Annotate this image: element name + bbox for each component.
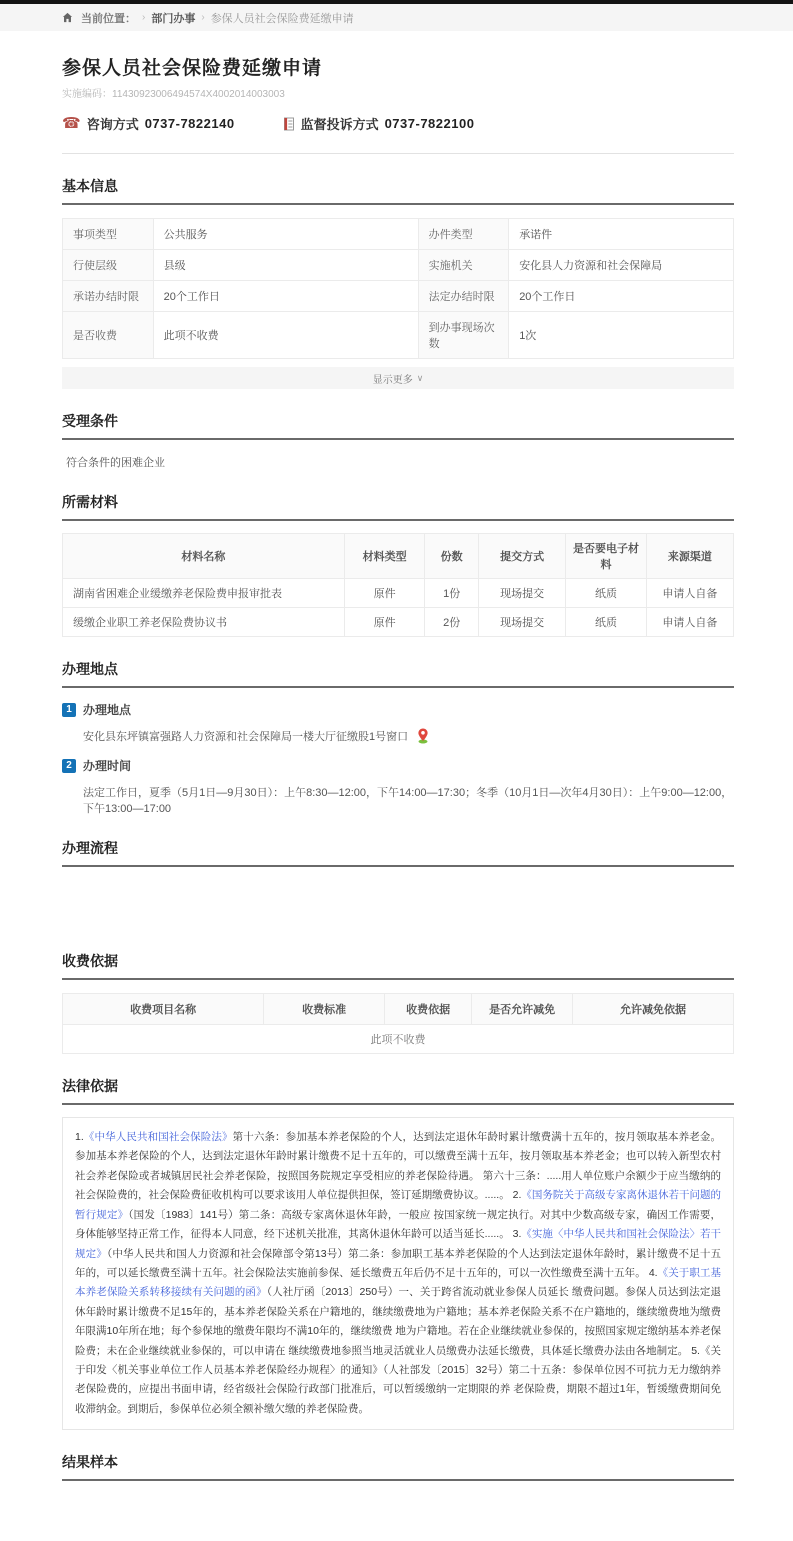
section-title-process: 办理流程: [62, 838, 734, 867]
section-title-legal: 法律依据: [62, 1076, 734, 1105]
legal-text-segment: 4.: [648, 1266, 658, 1279]
table-cell: 缓缴企业职工养老保险费协议书: [63, 608, 345, 637]
table-cell: 现场提交: [479, 579, 566, 608]
legal-document-link[interactable]: 《关于职工基本养老保险关系转移接续有关问题的函》: [75, 1266, 722, 1299]
table-row: [63, 250, 734, 281]
map-pin-icon[interactable]: [416, 728, 430, 744]
table-cell: 法定办结时限: [418, 281, 509, 312]
section-title-location: 办理地点: [62, 659, 734, 688]
section-title-materials: 所需材料: [62, 492, 734, 521]
table-cell: 申请人自备: [646, 608, 733, 637]
table-row: [63, 312, 734, 359]
table-cell: 纸质: [566, 608, 647, 637]
section-title-basic-info: 基本信息: [62, 176, 734, 205]
result-empty-area: [62, 1481, 734, 1541]
table-row: [63, 281, 734, 312]
legal-text-segment: 2.: [512, 1189, 522, 1202]
section-legal: [62, 1076, 734, 1430]
table-cell: 20个工作日: [509, 281, 734, 312]
legal-text-segment: （国发〔1983〕141号）第二条：高级专家离休退休年龄，一般应 按国家统一规定执行。对其中少数高级专家，确因工作需要，身体能够坚持正常工作，征得本人同意，经下述机关批准，其离休退休年龄可以适当延长.....。: [75, 1208, 722, 1241]
location-item-hours: [62, 757, 734, 816]
table-cell: 湖南省困难企业缓缴养老保险费申报审批表: [63, 579, 345, 608]
page-header: [62, 31, 734, 154]
legal-text-segment: 5.: [691, 1344, 700, 1357]
table-cell: 办件类型: [418, 219, 509, 250]
section-title-result-sample: 结果样本: [62, 1452, 734, 1481]
table-cell: 县级: [153, 250, 418, 281]
number-badge-1: 1: [62, 703, 76, 717]
consult-contact: [62, 114, 235, 133]
legal-document-link[interactable]: 《国务院关于高级专家离休退休若干问题的暂行规定》: [75, 1189, 721, 1221]
breadcrumb-separator: ›: [201, 12, 205, 23]
breadcrumb-item-current: 参保人员社会保险费延缴申请: [210, 12, 354, 25]
section-fees: [62, 951, 734, 1054]
fees-empty-cell: 此项不收费: [63, 1025, 734, 1054]
legal-text-segment: 《关于印发〈机关事业单位工作人员基本养老保险经办规程〉的通知》（人社部发〔2015〕32号）第二十五条：参保单位因不可抗力无力缴纳养老保险费的，应提出书面申请，经省级社会保险行政部门批准后，可以暂缓缴纳一定期限的养 老保险费，期限不超过1年，暂缓缴费期间免收滞纳金。到期后，参保单位必须全额补缴欠缴的养老保险费。: [75, 1344, 721, 1415]
location-item-address: [62, 701, 734, 744]
location-hours-label: 办理时间: [83, 759, 132, 773]
table-cell: 1份: [425, 579, 479, 608]
section-accept-condition: [62, 411, 734, 470]
table-cell: 2份: [425, 608, 479, 637]
section-title-fees: 收费依据: [62, 951, 734, 980]
section-title-accept-condition: 受理条件: [62, 411, 734, 440]
table-row: [63, 219, 734, 250]
table-cell: 申请人自备: [646, 579, 733, 608]
location-address-text: 安化县东坪镇富强路人力资源和社会保障局一楼大厅征缴股1号窗口: [83, 731, 409, 743]
table-header-cell: 份数: [425, 534, 479, 579]
complaint-contact: [283, 114, 475, 133]
legal-document-link[interactable]: 《中华人民共和国社会保险法》: [83, 1131, 233, 1143]
breadcrumb-label: 当前位置：: [81, 12, 136, 25]
accept-condition-text: 符合条件的困难企业: [66, 457, 165, 469]
breadcrumb-item-department[interactable]: 部门办事: [151, 12, 196, 25]
consult-label: 咨询方式: [86, 117, 139, 132]
legal-text-segment: 1.: [75, 1131, 84, 1143]
consult-phone-number: 0737-7822140: [144, 116, 235, 131]
table-header-cell: 材料类型: [344, 534, 425, 579]
home-icon[interactable]: [62, 12, 73, 23]
table-header-cell: 收费依据: [385, 994, 472, 1025]
section-result-sample: [62, 1452, 734, 1541]
process-empty-area: [62, 867, 734, 929]
complaint-book-icon: [283, 117, 295, 131]
table-cell: 实施机关: [418, 250, 509, 281]
table-cell: 事项类型: [63, 219, 154, 250]
table-cell: 原件: [344, 579, 425, 608]
legal-text-segment: （中华人民共和国人力资源和社会保障部令第13号）第二条：参加职工基本养老保险的个人达到法定退休年龄时，累计缴费不足十五年的，可以延长缴费至满十五年。社会保险法实施前参保、延长缴费五年后仍不足十五年的，可以一次性缴费至满十五年。: [75, 1247, 721, 1279]
breadcrumb-separator: ›: [142, 12, 146, 23]
table-cell: 到办事现场次数: [418, 312, 509, 359]
table-cell: 行使层级: [63, 250, 154, 281]
show-more-label: 显示更多: [372, 374, 413, 386]
legal-document-link[interactable]: 《实施〈中华人民共和国社会保险法〉若干规定》: [75, 1228, 721, 1260]
legal-text-segment: （人社厅函〔2013〕250号）一、关于跨省流动就业参保人员延长 缴费问题。参保人员达到法定退休年龄时累计缴费不足15年的，基本养老保险关系在户籍地的，继续缴费地为户籍地；基本养老保险关系不在户籍地的，继续缴费地为缴费年限满10年所在地；每个参保地的缴费年限均不满10年的，继续缴费 地为户籍地。若在企业继续就业参保的，按照国家规定缴纳基本养老保险费；未在企业继续就业参保的，可以申请在 继续缴费地参照当地灵活就业人员缴费办法延长缴费，具体延长缴费办法由各地制定。: [75, 1286, 721, 1357]
table-cell: 1次: [509, 312, 734, 359]
table-cell: 承诺办结时限: [63, 281, 154, 312]
table-cell: 是否收费: [63, 312, 154, 359]
table-cell: 承诺件: [509, 219, 734, 250]
phone-icon: ☎: [62, 115, 81, 132]
table-cell: 此项不收费: [153, 312, 418, 359]
table-header-cell: 是否允许减免: [472, 994, 573, 1025]
table-cell: 公共服务: [153, 219, 418, 250]
fees-table: [62, 993, 734, 1054]
show-more-button[interactable]: [62, 367, 734, 389]
implementation-code: [62, 85, 734, 100]
table-header-cell: 允许减免依据: [572, 994, 733, 1025]
table-cell: 现场提交: [479, 608, 566, 637]
section-location: [62, 659, 734, 816]
breadcrumb: [0, 4, 793, 31]
table-header-cell: 材料名称: [63, 534, 345, 579]
table-header-cell: 来源渠道: [646, 534, 733, 579]
table-header-cell: 是否要电子材料: [566, 534, 647, 579]
table-row: [63, 1025, 734, 1054]
legal-text-segment: 第十六条：参加基本养老保险的个人，达到法定退休年龄时累计缴费满十五年的，按月领取基本养老金。参加基本养老保险的个人，达到法定退休年龄时累计缴费不足十五年的，可以缴费至满十五年，按月领取基本养老金；也可以转入新型农村社会养老保险或者城镇居民社会养老保险，按照国务院规定享受相应的养老保险待遇。 第六十三条：.....用人单位账户余额少于应当缴纳的社会保险费的，社会保险费征收机构可以要求该用人单位提供担保，签订延期缴费协议。.....。: [75, 1131, 722, 1202]
table-cell: 20个工作日: [153, 281, 418, 312]
header-divider: [62, 153, 734, 154]
contact-row: [62, 114, 734, 133]
complaint-label: 监督投诉方式: [300, 117, 379, 132]
table-header-cell: 提交方式: [479, 534, 566, 579]
table-cell: 原件: [344, 608, 425, 637]
location-address-label: 办理地点: [83, 703, 132, 717]
implementation-code-value: 11430923006494574X4002014003003: [112, 89, 285, 100]
complaint-phone-number: 0737-7822100: [384, 116, 475, 131]
basic-info-table: [62, 218, 734, 359]
table-row: [63, 608, 734, 637]
table-header-cell: 收费项目名称: [63, 994, 264, 1025]
section-materials: [62, 492, 734, 637]
table-cell: 安化县人力资源和社会保障局: [509, 250, 734, 281]
chevron-down-icon: ∨: [416, 372, 424, 383]
location-hours-text: 法定工作日，夏季（5月1日—9月30日）：上午8:30—12:00，下午14:00—17:30；冬季（10月1日—次年4月30日）：上午9:00—12:00，下午13:00—17:00: [83, 787, 733, 815]
table-row: [63, 579, 734, 608]
legal-basis-text: [62, 1117, 734, 1430]
section-process: [62, 838, 734, 929]
table-cell: 纸质: [566, 579, 647, 608]
table-header-cell: 收费标准: [264, 994, 385, 1025]
page-title: 参保人员社会保险费延缴申请: [62, 58, 323, 79]
number-badge-2: 2: [62, 759, 76, 773]
legal-text-segment: 3.: [512, 1228, 522, 1241]
section-basic-info: [62, 176, 734, 389]
materials-table: [62, 533, 734, 637]
implementation-code-label: 实施编码：: [62, 89, 112, 100]
